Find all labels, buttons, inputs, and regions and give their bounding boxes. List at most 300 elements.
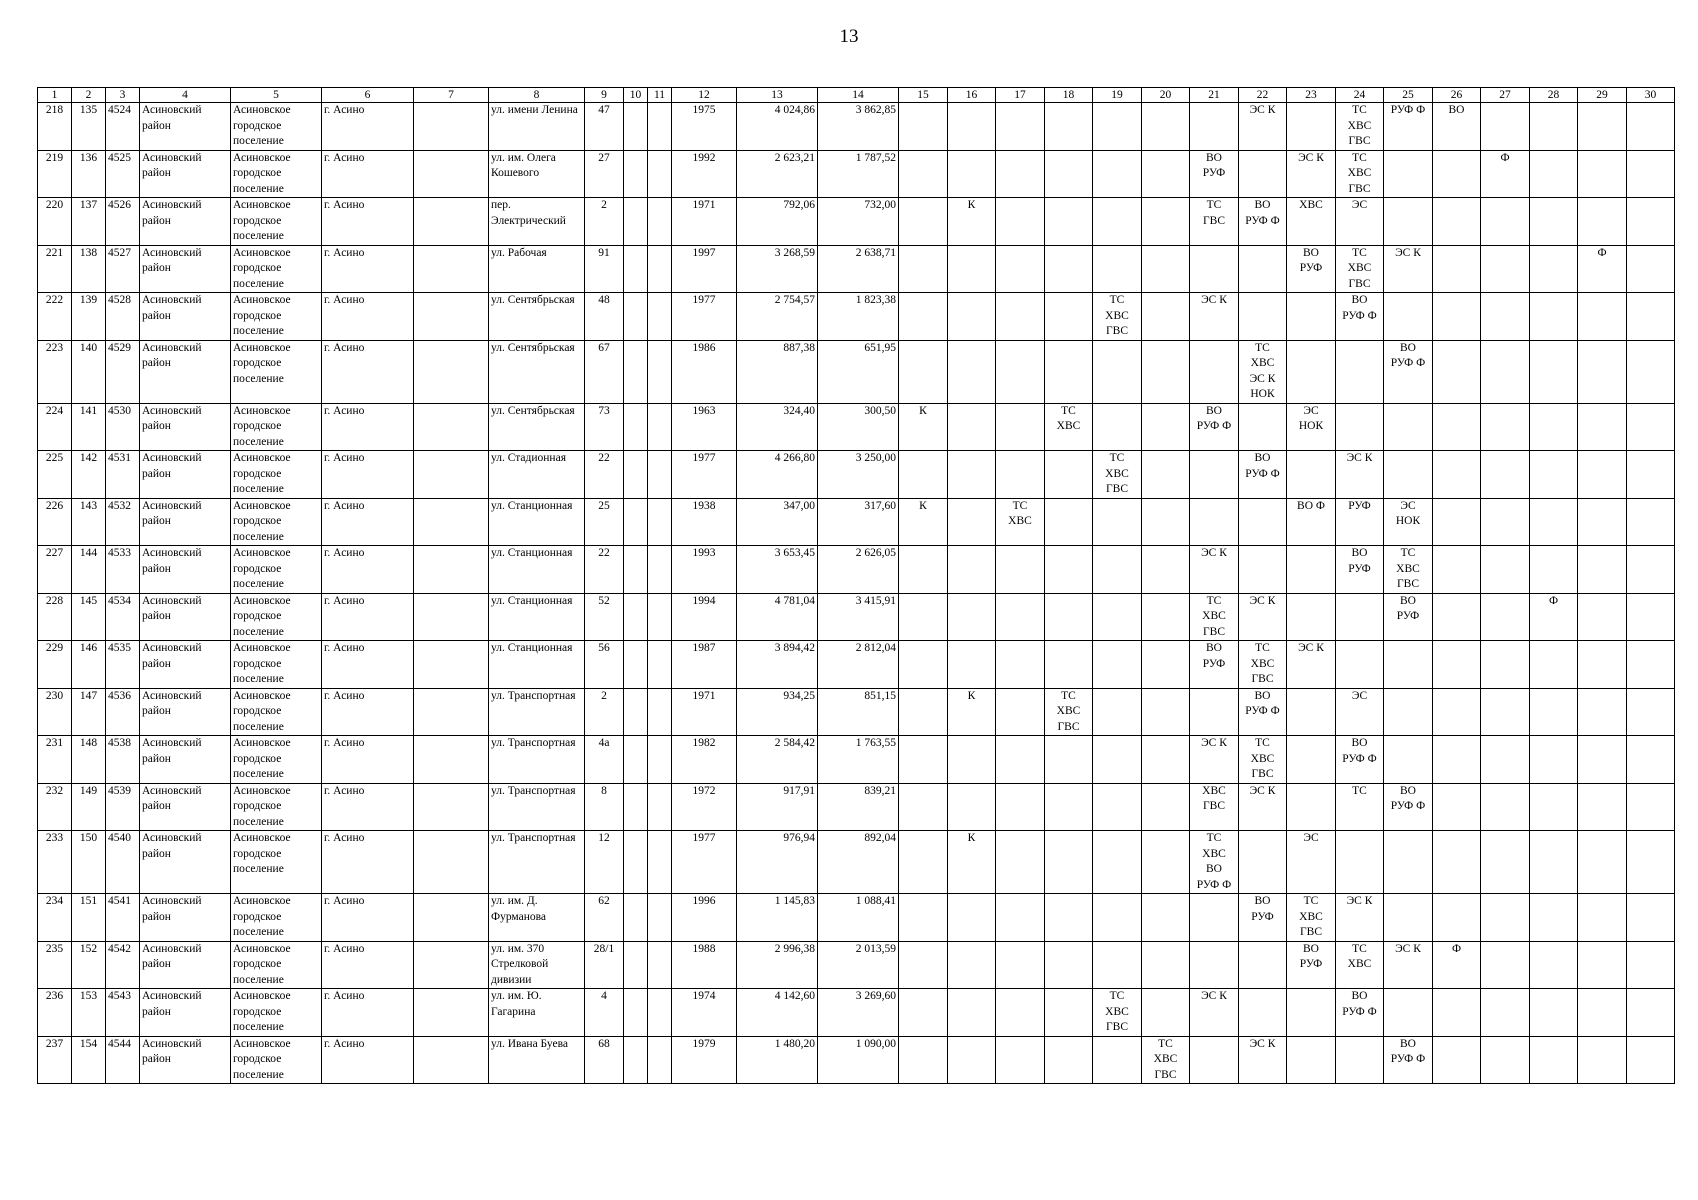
table-row	[38, 293, 1675, 341]
table-cell-col-4: Асиновский район	[140, 941, 231, 989]
table-cell-col-8: ул. имени Ленина	[489, 103, 585, 151]
table-cell-col-18	[1045, 546, 1093, 594]
table-cell-col-18	[1045, 451, 1093, 499]
table-cell-col-28	[1530, 688, 1578, 736]
table-cell-col-20	[1142, 198, 1190, 246]
table-cell-col-6: г. Асино	[322, 641, 414, 689]
table-cell-col-9: 22	[585, 451, 624, 499]
table-cell-col-26	[1433, 340, 1481, 403]
column-number-header: 7	[414, 88, 489, 103]
table-row	[38, 941, 1675, 989]
table-cell-col-3: 4530	[106, 403, 140, 451]
table-cell-col-25: ВО РУФ Ф	[1384, 1036, 1433, 1084]
table-cell-col-8: ул. Станционная	[489, 593, 585, 641]
table-cell-col-6: г. Асино	[322, 989, 414, 1037]
table-cell-col-26	[1433, 736, 1481, 784]
table-cell-col-27	[1481, 245, 1530, 293]
housing-register-table	[37, 87, 1675, 1084]
table-cell-col-11	[648, 340, 672, 403]
table-row	[38, 736, 1675, 784]
table-cell-col-11	[648, 831, 672, 894]
table-cell-col-22	[1239, 989, 1287, 1037]
table-cell-col-26	[1433, 894, 1481, 942]
table-cell-col-17	[996, 593, 1045, 641]
table-cell-col-15	[899, 103, 948, 151]
table-cell-col-17: ТС ХВС	[996, 498, 1045, 546]
table-cell-col-22	[1239, 403, 1287, 451]
table-cell-col-22: ТС ХВС ГВС	[1239, 641, 1287, 689]
table-cell-col-5: Асиновское городское поселение	[231, 1036, 322, 1084]
table-cell-col-20	[1142, 831, 1190, 894]
table-cell-col-4: Асиновский район	[140, 593, 231, 641]
table-cell-col-2: 137	[72, 198, 106, 246]
table-cell-col-8: ул. Рабочая	[489, 245, 585, 293]
table-cell-col-7	[414, 989, 489, 1037]
table-cell-col-12: 1971	[672, 198, 737, 246]
table-cell-col-2: 147	[72, 688, 106, 736]
table-cell-col-1: 226	[38, 498, 72, 546]
table-cell-col-4: Асиновский район	[140, 1036, 231, 1084]
table-cell-col-1: 228	[38, 593, 72, 641]
table-cell-col-9: 2	[585, 198, 624, 246]
table-cell-col-11	[648, 103, 672, 151]
table-cell-col-12: 1977	[672, 293, 737, 341]
table-cell-col-29	[1578, 340, 1627, 403]
table-row	[38, 1036, 1675, 1084]
table-cell-col-16	[948, 894, 996, 942]
table-cell-col-5: Асиновское городское поселение	[231, 736, 322, 784]
table-cell-col-19	[1093, 831, 1142, 894]
table-cell-col-17	[996, 989, 1045, 1037]
table-cell-col-30	[1627, 688, 1675, 736]
table-cell-col-14: 732,00	[818, 198, 899, 246]
table-cell-col-2: 145	[72, 593, 106, 641]
table-cell-col-25	[1384, 831, 1433, 894]
column-number-header: 18	[1045, 88, 1093, 103]
table-cell-col-29	[1578, 641, 1627, 689]
table-cell-col-27	[1481, 340, 1530, 403]
table-cell-col-22: ВО РУФ	[1239, 894, 1287, 942]
table-cell-col-13: 2 754,57	[737, 293, 818, 341]
table-cell-col-1: 219	[38, 150, 72, 198]
table-cell-col-10	[624, 941, 648, 989]
table-row	[38, 894, 1675, 942]
table-cell-col-23	[1287, 340, 1336, 403]
table-cell-col-1: 231	[38, 736, 72, 784]
table-cell-col-22: ЭС К	[1239, 103, 1287, 151]
table-cell-col-18	[1045, 293, 1093, 341]
table-cell-col-30	[1627, 498, 1675, 546]
table-cell-col-7	[414, 498, 489, 546]
table-cell-col-8: ул. им. Д. Фурманова	[489, 894, 585, 942]
table-cell-col-13: 1 480,20	[737, 1036, 818, 1084]
table-cell-col-30	[1627, 831, 1675, 894]
table-cell-col-17	[996, 831, 1045, 894]
table-row	[38, 198, 1675, 246]
table-cell-col-26: Ф	[1433, 941, 1481, 989]
table-row	[38, 831, 1675, 894]
table-cell-col-24: ТС ХВС ГВС	[1336, 150, 1384, 198]
table-cell-col-12: 1982	[672, 736, 737, 784]
table-cell-col-7	[414, 103, 489, 151]
table-cell-col-25: ТС ХВС ГВС	[1384, 546, 1433, 594]
table-cell-col-4: Асиновский район	[140, 403, 231, 451]
table-cell-col-20	[1142, 783, 1190, 831]
table-cell-col-1: 229	[38, 641, 72, 689]
table-cell-col-18	[1045, 498, 1093, 546]
table-cell-col-25: ВО РУФ Ф	[1384, 783, 1433, 831]
table-cell-col-19	[1093, 1036, 1142, 1084]
table-cell-col-1: 230	[38, 688, 72, 736]
table-cell-col-10	[624, 103, 648, 151]
table-cell-col-15	[899, 198, 948, 246]
column-number-header: 21	[1190, 88, 1239, 103]
table-cell-col-11	[648, 293, 672, 341]
table-cell-col-7	[414, 245, 489, 293]
table-cell-col-6: г. Асино	[322, 941, 414, 989]
table-cell-col-4: Асиновский район	[140, 498, 231, 546]
table-cell-col-24: ВО РУФ Ф	[1336, 736, 1384, 784]
table-cell-col-26	[1433, 688, 1481, 736]
table-cell-col-28	[1530, 989, 1578, 1037]
table-cell-col-26	[1433, 403, 1481, 451]
table-cell-col-16	[948, 451, 996, 499]
table-cell-col-7	[414, 641, 489, 689]
table-cell-col-10	[624, 736, 648, 784]
table-cell-col-24: ВО РУФ Ф	[1336, 293, 1384, 341]
table-cell-col-27	[1481, 989, 1530, 1037]
table-cell-col-11	[648, 403, 672, 451]
table-cell-col-14: 892,04	[818, 831, 899, 894]
table-cell-col-27	[1481, 546, 1530, 594]
table-cell-col-25	[1384, 293, 1433, 341]
table-cell-col-27	[1481, 941, 1530, 989]
table-cell-col-15	[899, 941, 948, 989]
table-cell-col-8: ул. Станционная	[489, 641, 585, 689]
table-cell-col-13: 347,00	[737, 498, 818, 546]
table-cell-col-12: 1988	[672, 941, 737, 989]
table-cell-col-11	[648, 641, 672, 689]
table-cell-col-19	[1093, 783, 1142, 831]
table-cell-col-25	[1384, 403, 1433, 451]
column-number-header: 6	[322, 88, 414, 103]
table-cell-col-17	[996, 150, 1045, 198]
table-row	[38, 593, 1675, 641]
table-cell-col-28	[1530, 293, 1578, 341]
table-cell-col-8: пер. Электрический	[489, 198, 585, 246]
table-cell-col-28	[1530, 783, 1578, 831]
table-cell-col-13: 4 781,04	[737, 593, 818, 641]
table-cell-col-24: ТС ХВС ГВС	[1336, 103, 1384, 151]
table-cell-col-5: Асиновское городское поселение	[231, 593, 322, 641]
column-number-header: 19	[1093, 88, 1142, 103]
table-cell-col-19	[1093, 245, 1142, 293]
table-cell-col-15	[899, 340, 948, 403]
table-cell-col-26	[1433, 293, 1481, 341]
table-cell-col-21: ТС ХВС ВО РУФ Ф	[1190, 831, 1239, 894]
table-cell-col-29	[1578, 736, 1627, 784]
table-cell-col-1: 232	[38, 783, 72, 831]
table-cell-col-21: ЭС К	[1190, 546, 1239, 594]
table-cell-col-13: 324,40	[737, 403, 818, 451]
table-cell-col-20	[1142, 593, 1190, 641]
table-cell-col-3: 4541	[106, 894, 140, 942]
table-cell-col-2: 143	[72, 498, 106, 546]
table-cell-col-7	[414, 736, 489, 784]
table-cell-col-21: ТС ХВС ГВС	[1190, 593, 1239, 641]
table-cell-col-6: г. Асино	[322, 403, 414, 451]
table-cell-col-5: Асиновское городское поселение	[231, 150, 322, 198]
table-cell-col-29	[1578, 451, 1627, 499]
table-cell-col-16	[948, 150, 996, 198]
table-cell-col-23: ТС ХВС ГВС	[1287, 894, 1336, 942]
table-cell-col-16	[948, 1036, 996, 1084]
table-cell-col-16: К	[948, 198, 996, 246]
table-cell-col-19	[1093, 340, 1142, 403]
table-cell-col-30	[1627, 293, 1675, 341]
table-cell-col-29	[1578, 546, 1627, 594]
table-cell-col-4: Асиновский район	[140, 198, 231, 246]
table-cell-col-19	[1093, 103, 1142, 151]
table-cell-col-24: ЭС К	[1336, 451, 1384, 499]
table-cell-col-16	[948, 293, 996, 341]
table-cell-col-25	[1384, 641, 1433, 689]
table-cell-col-19: ТС ХВС ГВС	[1093, 451, 1142, 499]
table-cell-col-6: г. Асино	[322, 593, 414, 641]
table-cell-col-13: 976,94	[737, 831, 818, 894]
table-cell-col-5: Асиновское городское поселение	[231, 941, 322, 989]
table-cell-col-18	[1045, 198, 1093, 246]
table-cell-col-24	[1336, 831, 1384, 894]
table-cell-col-12: 1975	[672, 103, 737, 151]
table-cell-col-11	[648, 451, 672, 499]
table-cell-col-25	[1384, 989, 1433, 1037]
table-cell-col-30	[1627, 403, 1675, 451]
table-cell-col-22	[1239, 498, 1287, 546]
table-cell-col-3: 4536	[106, 688, 140, 736]
table-cell-col-14: 2 013,59	[818, 941, 899, 989]
table-cell-col-26	[1433, 593, 1481, 641]
table-cell-col-19	[1093, 546, 1142, 594]
table-cell-col-16	[948, 783, 996, 831]
table-cell-col-12: 1971	[672, 688, 737, 736]
table-cell-col-1: 224	[38, 403, 72, 451]
table-cell-col-22: ЭС К	[1239, 1036, 1287, 1084]
table-cell-col-8: ул. Станционная	[489, 546, 585, 594]
table-cell-col-28	[1530, 150, 1578, 198]
table-cell-col-13: 4 266,80	[737, 451, 818, 499]
table-cell-col-27	[1481, 593, 1530, 641]
table-cell-col-28	[1530, 546, 1578, 594]
table-cell-col-16	[948, 546, 996, 594]
table-cell-col-29: Ф	[1578, 245, 1627, 293]
table-cell-col-15	[899, 831, 948, 894]
table-cell-col-16	[948, 989, 996, 1037]
table-cell-col-30	[1627, 736, 1675, 784]
table-row	[38, 340, 1675, 403]
table-cell-col-17	[996, 103, 1045, 151]
table-cell-col-6: г. Асино	[322, 831, 414, 894]
column-number-header: 2	[72, 88, 106, 103]
table-cell-col-17	[996, 894, 1045, 942]
table-cell-col-22: ВО РУФ Ф	[1239, 198, 1287, 246]
table-cell-col-5: Асиновское городское поселение	[231, 989, 322, 1037]
table-cell-col-18	[1045, 736, 1093, 784]
column-number-header: 4	[140, 88, 231, 103]
table-cell-col-23: ЭС НОК	[1287, 403, 1336, 451]
table-cell-col-30	[1627, 1036, 1675, 1084]
table-cell-col-11	[648, 688, 672, 736]
table-cell-col-25: ЭС К	[1384, 941, 1433, 989]
table-cell-col-12: 1997	[672, 245, 737, 293]
column-number-header: 11	[648, 88, 672, 103]
table-cell-col-6: г. Асино	[322, 198, 414, 246]
table-cell-col-21: ЭС К	[1190, 736, 1239, 784]
table-cell-col-2: 141	[72, 403, 106, 451]
table-cell-col-18	[1045, 894, 1093, 942]
table-cell-col-7	[414, 688, 489, 736]
table-cell-col-19: ТС ХВС ГВС	[1093, 989, 1142, 1037]
table-cell-col-9: 52	[585, 593, 624, 641]
table-cell-col-6: г. Асино	[322, 103, 414, 151]
table-cell-col-10	[624, 293, 648, 341]
table-cell-col-8: ул. Станционная	[489, 498, 585, 546]
table-cell-col-23	[1287, 989, 1336, 1037]
table-cell-col-5: Асиновское городское поселение	[231, 894, 322, 942]
table-cell-col-30	[1627, 103, 1675, 151]
table-cell-col-19	[1093, 736, 1142, 784]
table-cell-col-30	[1627, 593, 1675, 641]
table-cell-col-10	[624, 1036, 648, 1084]
table-cell-col-28	[1530, 103, 1578, 151]
table-cell-col-12: 1972	[672, 783, 737, 831]
table-cell-col-6: г. Асино	[322, 451, 414, 499]
table-cell-col-3: 4533	[106, 546, 140, 594]
table-cell-col-17	[996, 340, 1045, 403]
table-cell-col-12: 1996	[672, 894, 737, 942]
table-cell-col-5: Асиновское городское поселение	[231, 293, 322, 341]
table-cell-col-3: 4539	[106, 783, 140, 831]
table-cell-col-12: 1994	[672, 593, 737, 641]
table-cell-col-7	[414, 403, 489, 451]
table-cell-col-23	[1287, 451, 1336, 499]
table-cell-col-13: 887,38	[737, 340, 818, 403]
table-cell-col-15	[899, 736, 948, 784]
column-number-header: 15	[899, 88, 948, 103]
table-cell-col-14: 2 626,05	[818, 546, 899, 594]
table-cell-col-4: Асиновский район	[140, 293, 231, 341]
table-cell-col-24	[1336, 340, 1384, 403]
table-cell-col-30	[1627, 641, 1675, 689]
table-cell-col-12: 1979	[672, 1036, 737, 1084]
column-number-header: 29	[1578, 88, 1627, 103]
table-cell-col-13: 2 996,38	[737, 941, 818, 989]
table-cell-col-18	[1045, 941, 1093, 989]
table-cell-col-1: 225	[38, 451, 72, 499]
table-row	[38, 498, 1675, 546]
table-cell-col-12: 1992	[672, 150, 737, 198]
table-cell-col-20	[1142, 451, 1190, 499]
table-cell-col-1: 220	[38, 198, 72, 246]
table-cell-col-1: 221	[38, 245, 72, 293]
table-cell-col-9: 47	[585, 103, 624, 151]
table-cell-col-29	[1578, 103, 1627, 151]
table-cell-col-4: Асиновский район	[140, 989, 231, 1037]
table-cell-col-1: 235	[38, 941, 72, 989]
table-cell-col-4: Асиновский район	[140, 688, 231, 736]
table-cell-col-13: 934,25	[737, 688, 818, 736]
table-cell-col-20	[1142, 403, 1190, 451]
table-cell-col-4: Асиновский район	[140, 894, 231, 942]
table-cell-col-25: ЭС НОК	[1384, 498, 1433, 546]
table-cell-col-19: ТС ХВС ГВС	[1093, 293, 1142, 341]
table-cell-col-23	[1287, 293, 1336, 341]
table-cell-col-24: ТС ХВС ГВС	[1336, 245, 1384, 293]
table-cell-col-26	[1433, 451, 1481, 499]
table-cell-col-14: 651,95	[818, 340, 899, 403]
table-cell-col-21	[1190, 1036, 1239, 1084]
table-cell-col-25	[1384, 198, 1433, 246]
table-cell-col-17	[996, 293, 1045, 341]
table-cell-col-13: 3 653,45	[737, 546, 818, 594]
table-cell-col-2: 149	[72, 783, 106, 831]
table-cell-col-9: 91	[585, 245, 624, 293]
table-cell-col-30	[1627, 783, 1675, 831]
table-cell-col-26	[1433, 198, 1481, 246]
table-cell-col-24: ТС ХВС	[1336, 941, 1384, 989]
table-cell-col-21	[1190, 451, 1239, 499]
table-cell-col-11	[648, 894, 672, 942]
table-cell-col-28	[1530, 498, 1578, 546]
table-cell-col-30	[1627, 340, 1675, 403]
table-cell-col-1: 234	[38, 894, 72, 942]
table-cell-col-29	[1578, 989, 1627, 1037]
table-cell-col-8: ул. Сентябрьская	[489, 403, 585, 451]
table-cell-col-26	[1433, 245, 1481, 293]
table-cell-col-4: Асиновский район	[140, 245, 231, 293]
table-cell-col-18	[1045, 593, 1093, 641]
table-cell-col-22	[1239, 941, 1287, 989]
table-cell-col-22	[1239, 150, 1287, 198]
table-cell-col-16	[948, 941, 996, 989]
table-cell-col-20: ТС ХВС ГВС	[1142, 1036, 1190, 1084]
table-cell-col-12: 1963	[672, 403, 737, 451]
table-cell-col-10	[624, 989, 648, 1037]
table-cell-col-30	[1627, 989, 1675, 1037]
table-cell-col-9: 67	[585, 340, 624, 403]
table-cell-col-30	[1627, 198, 1675, 246]
table-cell-col-2: 144	[72, 546, 106, 594]
table-cell-col-2: 150	[72, 831, 106, 894]
table-cell-col-27	[1481, 783, 1530, 831]
table-cell-col-24: ВО РУФ	[1336, 546, 1384, 594]
table-cell-col-21	[1190, 245, 1239, 293]
table-row	[38, 989, 1675, 1037]
table-cell-col-29	[1578, 293, 1627, 341]
table-cell-col-23: ЭС К	[1287, 641, 1336, 689]
table-cell-col-14: 1 823,38	[818, 293, 899, 341]
table-cell-col-12: 1974	[672, 989, 737, 1037]
table-cell-col-4: Асиновский район	[140, 103, 231, 151]
table-cell-col-23: ВО РУФ	[1287, 941, 1336, 989]
table-cell-col-8: ул. Стадионная	[489, 451, 585, 499]
table-cell-col-15: К	[899, 498, 948, 546]
table-cell-col-10	[624, 198, 648, 246]
table-cell-col-10	[624, 688, 648, 736]
table-cell-col-6: г. Асино	[322, 546, 414, 594]
table-cell-col-8: ул. им. Олега Кошевого	[489, 150, 585, 198]
table-cell-col-2: 151	[72, 894, 106, 942]
